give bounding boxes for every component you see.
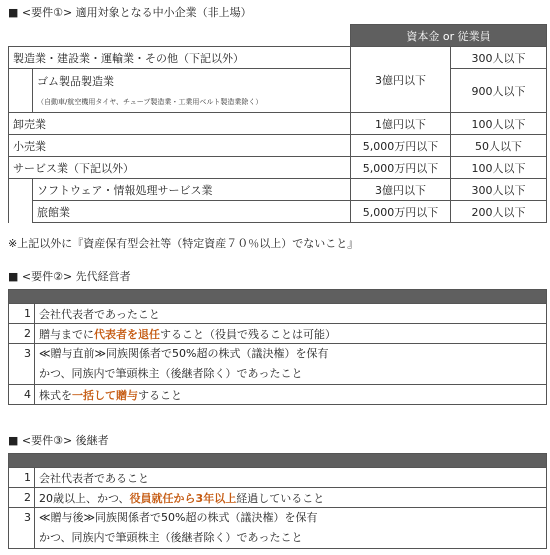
req3-header-bar: [9, 454, 547, 468]
req2-header-bar: [9, 290, 547, 304]
req3-item: [35, 488, 547, 508]
req3-item: [35, 508, 547, 549]
retail-capital: 5,000万円以下: [351, 135, 451, 157]
row-software: ソフトウェア・情報処理サービス業: [33, 179, 351, 201]
req2-item-number: 4: [9, 385, 35, 405]
req2-item: [35, 344, 547, 385]
rubber-note: （自動車/航空機用タイヤ、チューブ製造業・工業用ベルト製造業除く）: [37, 98, 263, 106]
req3-item: [35, 468, 547, 488]
req1-header-blank: [9, 25, 351, 47]
req3-table: [8, 453, 547, 549]
rubber-employees: 900人以下: [451, 69, 547, 113]
wholesale-capital: 1億円以下: [351, 113, 451, 135]
wholesale-employees: 100人以下: [451, 113, 547, 135]
inn-employees: 200人以下: [451, 201, 547, 223]
retail-employees: 50人以下: [451, 135, 547, 157]
indent-spacer: [9, 179, 33, 223]
item-line: かつ、同族内で筆頭株主（後継者除く）であったこと: [39, 531, 303, 544]
item-text: すること: [138, 388, 182, 402]
indent-spacer: [9, 69, 33, 113]
rubber-label: ゴム製品製造業: [37, 75, 114, 88]
req1-table: [8, 24, 547, 223]
item-line: ≪贈与直前≫同族関係者で50%超の株式（議決権）を保有: [39, 347, 329, 360]
row-wholesale: 卸売業: [9, 113, 351, 135]
req1-note: ※上記以外に『資産保有型会社等（特定資産７０％以上）でないこと』: [8, 237, 359, 250]
req2-item-number: 1: [9, 304, 35, 324]
req2-item: [35, 304, 547, 324]
item-text: 経過していること: [236, 491, 325, 505]
req2-item-number: 3: [9, 344, 35, 385]
item-emphasis: 一括して贈与: [72, 388, 138, 402]
req3-heading: ■ <要件③> 後継者: [8, 434, 109, 447]
item-text: 会社代表者であったこと: [39, 307, 160, 321]
row-service: サービス業（下記以外）: [9, 157, 351, 179]
manufacturing-employees: 300人以下: [451, 47, 547, 69]
req3-item-number: 2: [9, 488, 35, 508]
req1-header: 資本金 or 従業員: [351, 25, 547, 47]
service-capital: 5,000万円以下: [351, 157, 451, 179]
req2-item: [35, 385, 547, 405]
item-text: すること（役員で残ることは可能）: [160, 327, 336, 341]
item-emphasis: 代表者を退任: [94, 327, 160, 341]
req2-heading: ■ <要件②> 先代経営者: [8, 270, 131, 283]
item-text: 20歳以上、かつ、: [39, 491, 130, 505]
row-retail: 小売業: [9, 135, 351, 157]
item-line: かつ、同族内で筆頭株主（後継者除く）であったこと: [39, 367, 303, 380]
row-manufacturing: 製造業・建設業・運輸業・その他（下記以外）: [9, 47, 351, 69]
req3-item-number: 3: [9, 508, 35, 549]
req2-item-number: 2: [9, 324, 35, 344]
service-employees: 100人以下: [451, 157, 547, 179]
manufacturing-capital: 3億円以下: [351, 47, 451, 113]
item-emphasis: 役員就任から3年以上: [129, 491, 237, 505]
item-text: 贈与までに: [39, 327, 94, 341]
req2-table: [8, 289, 547, 405]
row-rubber: [33, 69, 351, 113]
software-employees: 300人以下: [451, 179, 547, 201]
software-capital: 3億円以下: [351, 179, 451, 201]
req2-item: [35, 324, 547, 344]
item-line: ≪贈与後≫同族関係者で50%超の株式（議決権）を保有: [39, 511, 318, 524]
item-text: 会社代表者であること: [39, 471, 149, 485]
row-inn: 旅館業: [33, 201, 351, 223]
req3-item-number: 1: [9, 468, 35, 488]
inn-capital: 5,000万円以下: [351, 201, 451, 223]
item-text: 株式を: [39, 388, 72, 402]
req1-heading: ■ <要件①> 適用対象となる中小企業（非上場）: [8, 6, 252, 19]
